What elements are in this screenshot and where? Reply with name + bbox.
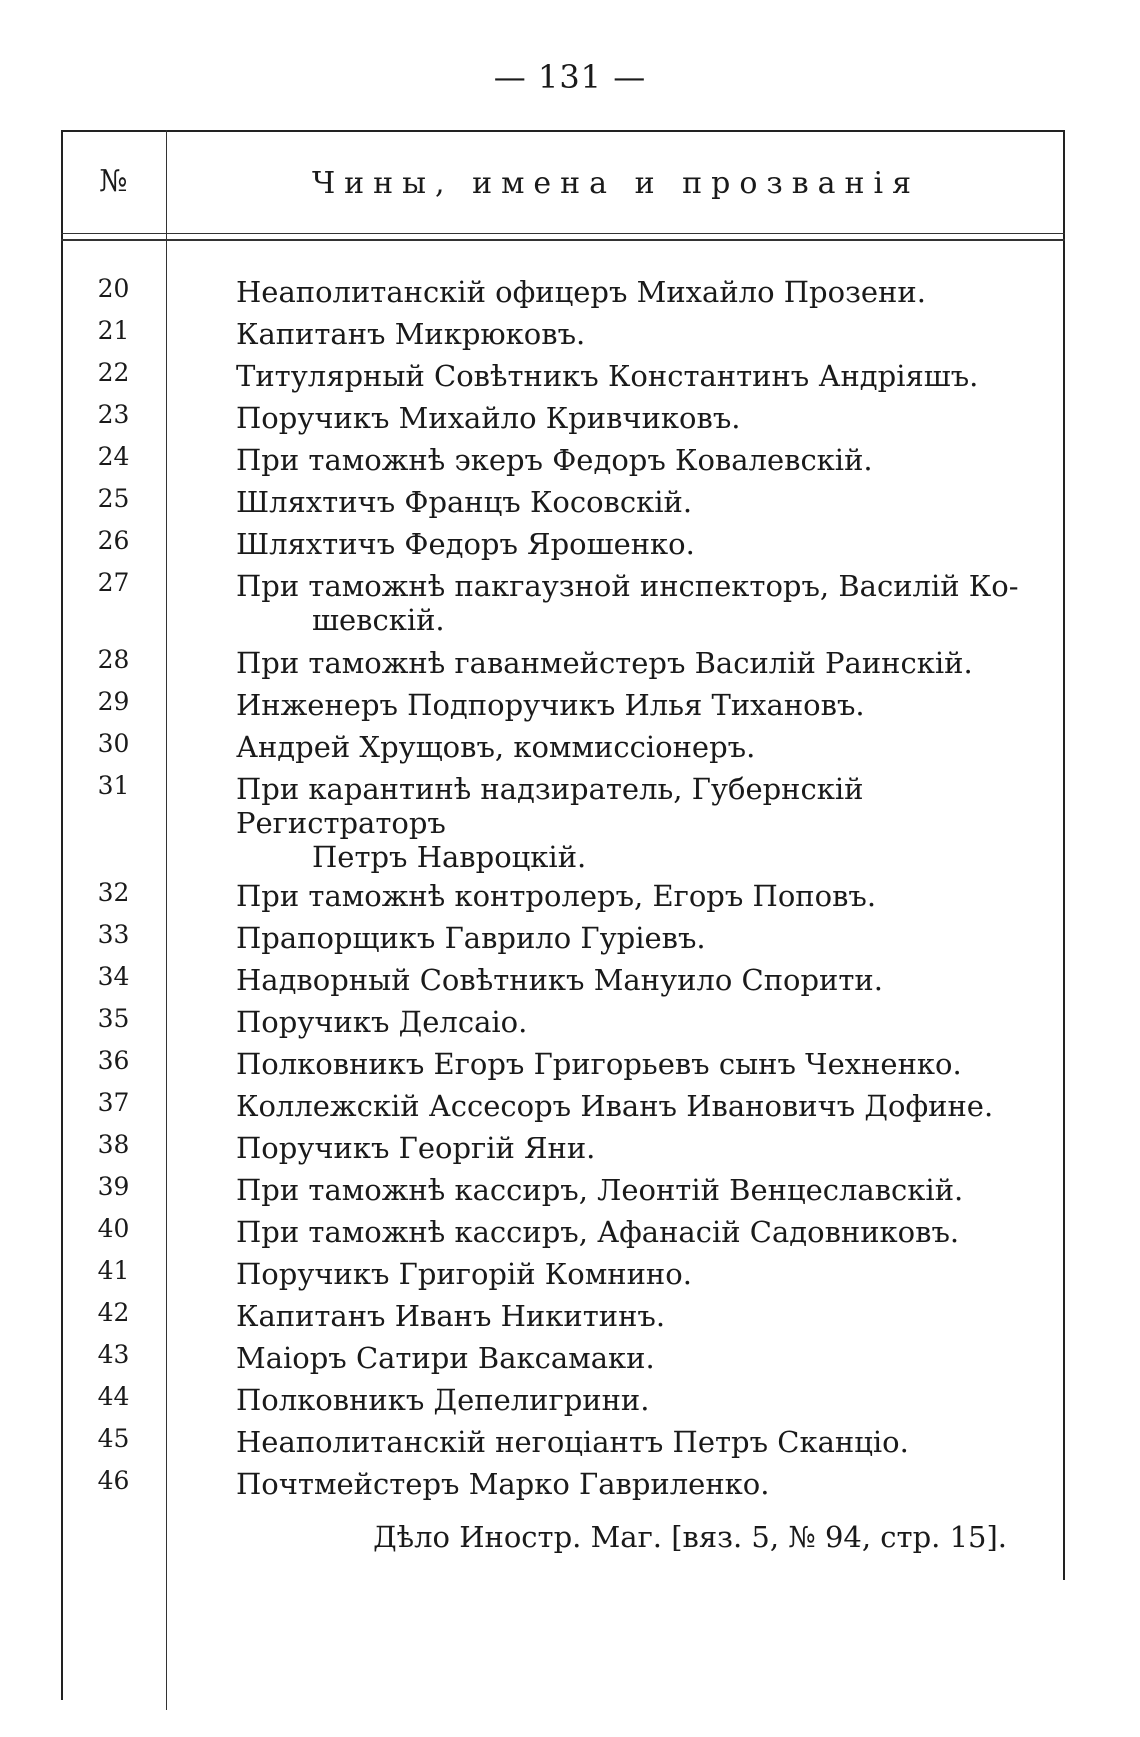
row-entry [166, 564, 1065, 637]
table-row [61, 396, 1065, 438]
row-number: 41 [97, 1256, 130, 1285]
table-row [61, 522, 1065, 564]
row-number: 34 [97, 962, 130, 991]
table-row [61, 1042, 1065, 1084]
row-number: 35 [97, 1004, 130, 1033]
table-row [61, 683, 1065, 725]
table-row [61, 480, 1065, 522]
row-entry-text: При таможнѣ экеръ Федоръ Ковалевскій. [236, 443, 873, 477]
row-entry-text: Шляхтичъ Федоръ Ярошенко. [236, 527, 695, 561]
row-entry-text: При таможнѣ пакгаузной инспекторъ, Василій Ко- [236, 569, 1019, 603]
row-number: 22 [97, 358, 130, 387]
row-number: 44 [97, 1382, 130, 1411]
table-row [61, 1420, 1065, 1462]
table-row [61, 1168, 1065, 1210]
row-entry-text: Полковникъ Егоръ Григорьевъ сынъ Чехненко. [236, 1047, 962, 1081]
row-entry-text: При таможнѣ кассиръ, Леонтій Венцеславскій. [236, 1173, 964, 1207]
row-number: 31 [97, 771, 130, 800]
row-entry [166, 396, 1065, 435]
row-entry [166, 916, 1065, 955]
row-entry-text: Поручикъ Георгій Яни. [236, 1131, 596, 1165]
page-number: — 131 — [493, 58, 647, 96]
row-number: 33 [97, 920, 130, 949]
row-entry-text: Неаполитанскій офицеръ Михайло Прозени. [236, 275, 926, 309]
table-row [61, 1336, 1065, 1378]
row-entry [166, 1126, 1065, 1165]
row-entry [166, 958, 1065, 997]
row-entry-text: Андрей Хрущовъ, коммиссіонеръ. [236, 730, 756, 764]
row-entry [166, 480, 1065, 519]
row-entry-text: При таможнѣ гаванмейстеръ Василій Раинскій. [236, 646, 973, 680]
row-entry [166, 1420, 1065, 1459]
row-entry [166, 438, 1065, 477]
table-row [61, 767, 1065, 874]
row-number: 37 [97, 1088, 130, 1117]
row-entry-text: Капитанъ Микрюковъ. [236, 317, 586, 351]
row-entry-text: Поручикъ Григорій Комнино. [236, 1257, 692, 1291]
row-entry-text: Титулярный Совѣтникъ Константинъ Андріяшъ. [236, 359, 979, 393]
row-number: 28 [97, 645, 130, 674]
table-row [61, 1084, 1065, 1126]
row-entry-text: Полковникъ Депелигрини. [236, 1383, 650, 1417]
row-entry-continuation: Петръ Навроцкій. [312, 840, 587, 874]
table-row [61, 958, 1065, 1000]
table-row [61, 312, 1065, 354]
row-entry-text: Шляхтичъ Францъ Косовскій. [236, 485, 693, 519]
header-rule [61, 233, 1065, 234]
row-entry [166, 874, 1065, 913]
row-entry [166, 270, 1065, 309]
row-entry-text: Неаполитанскій негоціантъ Петръ Сканціо. [236, 1425, 909, 1459]
table-row [61, 1000, 1065, 1042]
row-entry [166, 1084, 1065, 1123]
table-row [61, 354, 1065, 396]
row-entry-text: Почтмейстеръ Марко Гавриленко. [236, 1467, 770, 1501]
table-row [61, 1252, 1065, 1294]
header-number-label: № [99, 164, 128, 199]
row-number: 21 [97, 316, 130, 345]
row-number: 30 [97, 729, 130, 758]
row-entry [166, 641, 1065, 680]
row-number: 29 [97, 687, 130, 716]
row-number: 46 [97, 1466, 130, 1495]
row-entry [166, 1210, 1065, 1249]
row-number: 38 [97, 1130, 130, 1159]
row-entry [166, 767, 1065, 874]
row-number: 45 [97, 1424, 130, 1453]
table-row [61, 1210, 1065, 1252]
row-entry-text: Маіоръ Сатири Ваксамаки. [236, 1341, 655, 1375]
table-row [61, 641, 1065, 683]
table-row [61, 1378, 1065, 1420]
row-entry-continuation: шевскій. [312, 603, 445, 637]
row-entry [166, 1042, 1065, 1081]
row-number: 23 [97, 400, 130, 429]
row-number: 27 [97, 568, 130, 597]
table-row [61, 1126, 1065, 1168]
row-entry-text: При таможнѣ контролеръ, Егоръ Поповъ. [236, 879, 877, 913]
row-entry-text: Поручикъ Делсаіо. [236, 1005, 528, 1039]
row-entry [166, 1336, 1065, 1375]
row-entry [166, 312, 1065, 351]
table-row [61, 1294, 1065, 1336]
row-entry [166, 1252, 1065, 1291]
row-number: 42 [97, 1298, 130, 1327]
row-entry [166, 354, 1065, 393]
row-entry-text: Капитанъ Иванъ Никитинъ. [236, 1299, 666, 1333]
row-entry [166, 725, 1065, 764]
row-number: 43 [97, 1340, 130, 1369]
row-number: 26 [97, 526, 130, 555]
row-entry-text: Поручикъ Михайло Кривчиковъ. [236, 401, 741, 435]
row-entry-text: Инженеръ Подпоручикъ Илья Тихановъ. [236, 688, 865, 722]
table-row [61, 564, 1065, 641]
row-number: 24 [97, 442, 130, 471]
row-entry [166, 1462, 1065, 1501]
source-citation: Дѣло Иностр. Маг. [вяз. 5, № 94, стр. 15]. [373, 1520, 1007, 1554]
row-entry [166, 683, 1065, 722]
row-number: 40 [97, 1214, 130, 1243]
table-body [61, 270, 1065, 1504]
table-row [61, 1462, 1065, 1504]
row-entry-text: При карантинѣ надзиратель, Губернскій Регистраторъ [236, 772, 864, 840]
row-number: 25 [97, 484, 130, 513]
row-number: 32 [97, 878, 130, 907]
table-row [61, 438, 1065, 480]
row-entry [166, 1294, 1065, 1333]
row-entry [166, 1168, 1065, 1207]
row-entry-text: Коллежскій Ассесоръ Иванъ Ивановичъ Дофине. [236, 1089, 994, 1123]
header-rule-double [61, 239, 1065, 241]
table-row [61, 725, 1065, 767]
row-number: 20 [97, 274, 130, 303]
header-title: Чины, имена и прозванія [311, 166, 921, 201]
row-number: 36 [97, 1046, 130, 1075]
row-number: 39 [97, 1172, 130, 1201]
row-entry-text: Прапорщикъ Гаврило Гуріевъ. [236, 921, 706, 955]
row-entry-text: Надворный Совѣтникъ Мануило Спорити. [236, 963, 883, 997]
row-entry [166, 1378, 1065, 1417]
table-row [61, 916, 1065, 958]
row-entry [166, 522, 1065, 561]
row-entry [166, 1000, 1065, 1039]
row-entry-text: При таможнѣ кассиръ, Афанасій Садовниковъ. [236, 1215, 960, 1249]
table-row [61, 270, 1065, 312]
table-row [61, 874, 1065, 916]
